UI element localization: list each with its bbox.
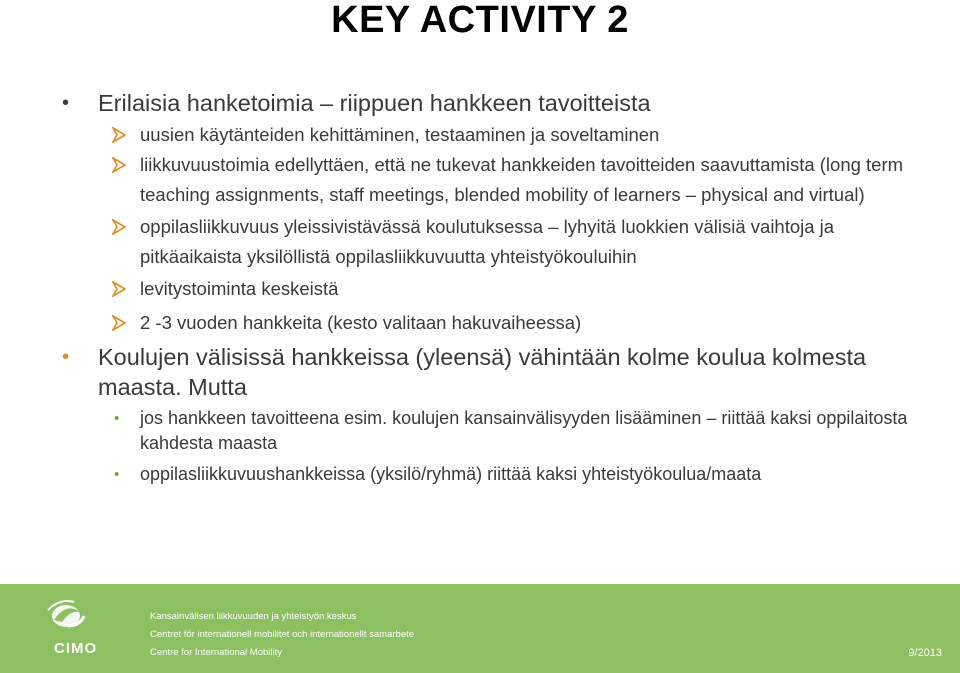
footer-date: 9/2013 xyxy=(908,647,942,659)
sub-bullet-item xyxy=(56,308,936,338)
bullet-item xyxy=(56,88,936,118)
footer-line-fi: Kansainvälisen liikkuvuuden ja yhteistyön keskus xyxy=(150,611,357,622)
footer-org-names xyxy=(150,608,414,662)
arrow-bullet-icon xyxy=(112,157,126,173)
bullet-item xyxy=(56,342,936,402)
footer-bar xyxy=(0,584,960,673)
sub-bullet-text: levitystoiminta keskeistä xyxy=(140,278,339,299)
arrow-bullet-icon xyxy=(112,127,126,143)
sub-bullet-text: 2 -3 vuoden hankkeita (kesto valitaan hakuvaiheessa) xyxy=(140,312,582,333)
bullet-dot-icon: • xyxy=(114,410,120,427)
sub-bullet-item xyxy=(56,274,936,304)
sub-bullet-item xyxy=(56,212,936,272)
arrow-bullet-icon xyxy=(112,281,126,297)
bullet-dot-icon: • xyxy=(62,92,70,114)
sub-bullet-item xyxy=(56,150,936,210)
bullet-dot-icon: • xyxy=(114,466,120,483)
sub-bullet-text: liikkuvuustoimia edellyttäen, että ne tukevat hankkeiden tavoitteiden saavuttamista (long term teaching assignments, staff meetings, blended mobility of learners – physical and virtual) xyxy=(140,154,904,205)
sub-bullet-text: jos hankkeen tavoitteena esim. koulujen kansainvälisyyden lisääminen – riittää kaksi oppilaitosta kahdesta maasta xyxy=(140,408,908,453)
footer-line-sv: Centret för internationell mobilitet och internationellt samarbete xyxy=(150,629,415,640)
sub-bullet-text: uusien käytänteiden kehittäminen, testaaminen ja soveltaminen xyxy=(140,124,660,145)
sub-bullet-text: oppilasliikkuvuushankkeissa (yksilö/ryhmä) riittää kaksi yhteistyökoulua/maata xyxy=(140,464,762,484)
logo-text: CIMO xyxy=(54,640,98,657)
slide-content xyxy=(56,86,936,487)
sub-bullet-item xyxy=(56,406,936,456)
sub-bullet-item xyxy=(56,462,936,487)
arrow-bullet-icon xyxy=(112,219,126,235)
bullet-text: Erilaisia hanketoimia – riippuen hankkeen tavoitteista xyxy=(98,90,651,116)
arrow-bullet-icon xyxy=(112,315,126,331)
footer-line-en: Centre for International Mobility xyxy=(150,647,283,658)
bullet-text: Koulujen välisissä hankkeissa (yleensä) vähintään kolme koulua kolmesta maasta. Mutta xyxy=(98,344,867,400)
slide-title: KEY ACTIVITY 2 xyxy=(331,0,629,41)
bullet-dot-icon: • xyxy=(62,346,70,368)
sub-bullet-text: oppilasliikkuvuus yleissivistävässä koulutuksessa – lyhyitä luokkien välisiä vaihtoja ja pitkäaikaista yksilöllistä oppilasliikkuvuutta yhteistyökouluihin xyxy=(140,216,835,267)
sub-bullet-item xyxy=(56,120,936,150)
